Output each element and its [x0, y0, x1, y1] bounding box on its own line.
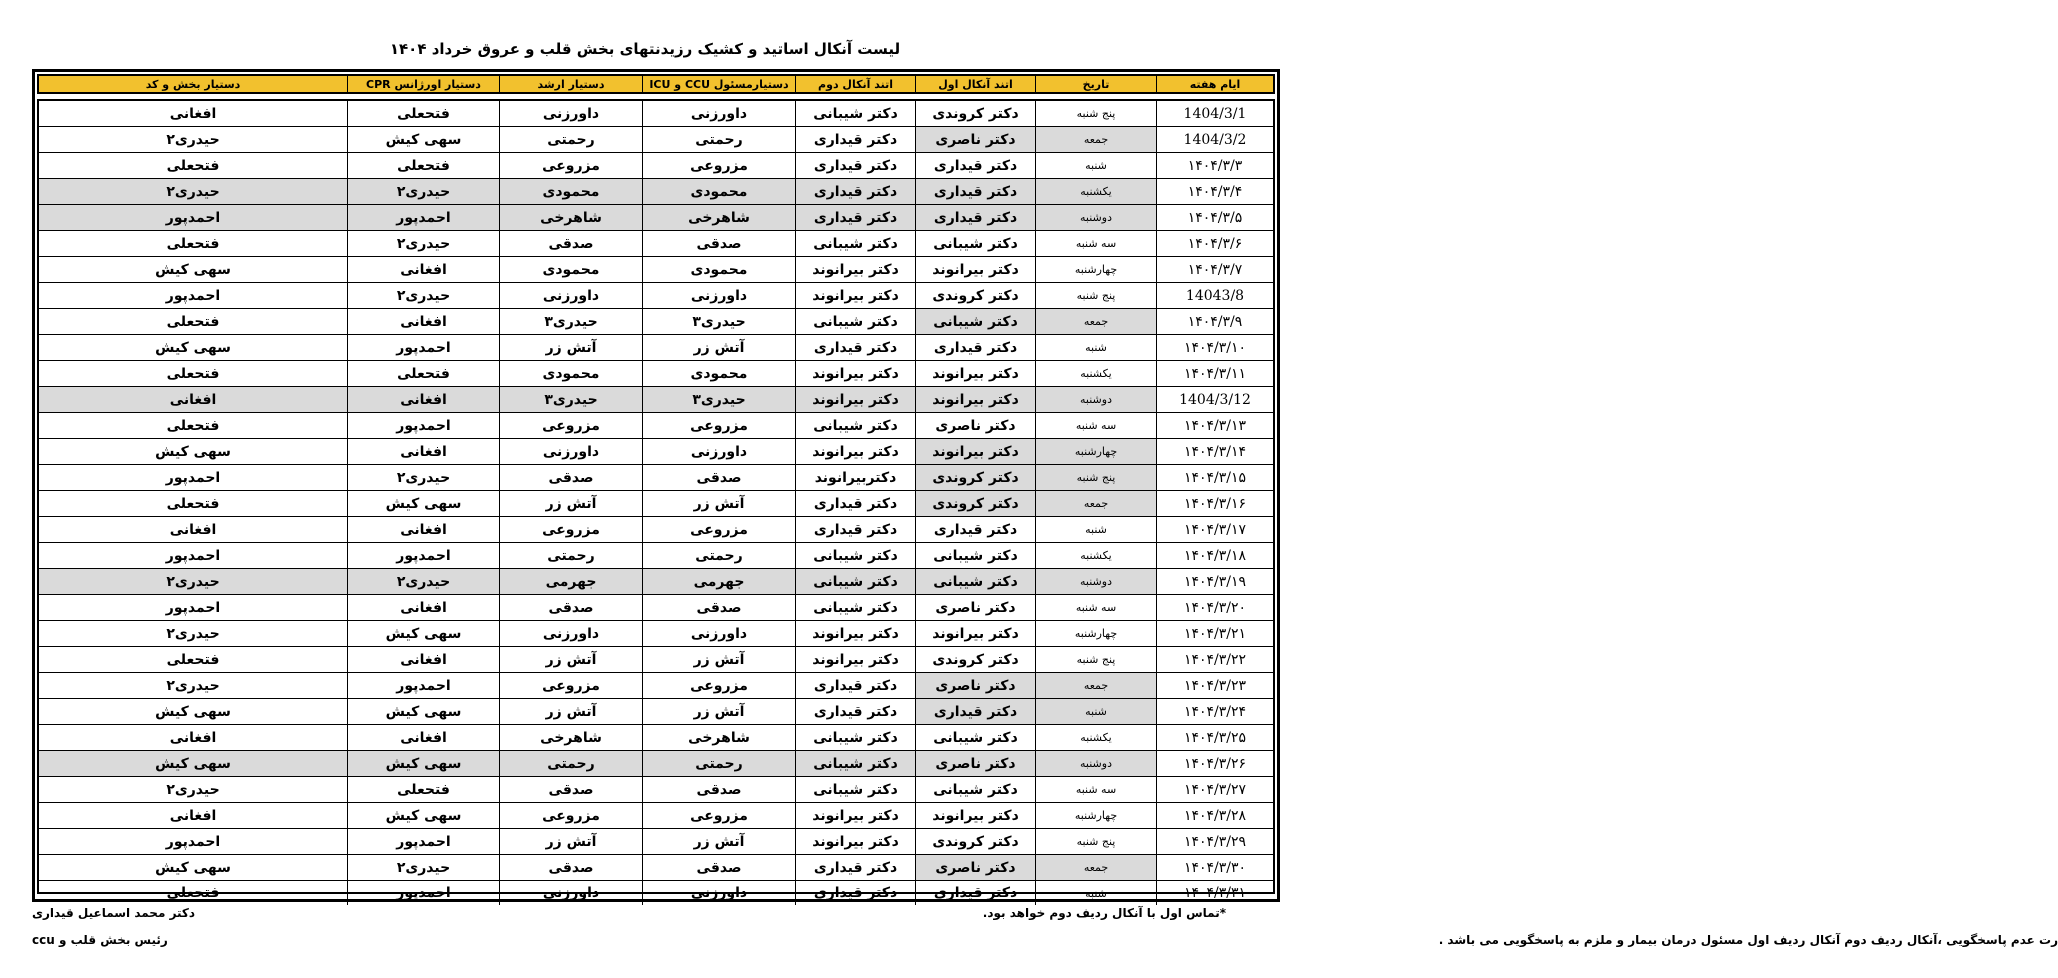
cell-cpr: افغانی	[347, 595, 499, 620]
cell-ward: احمدپور	[165, 547, 221, 564]
table-row	[39, 803, 1273, 829]
table-row	[39, 439, 1273, 465]
cell-ward: افغانی	[39, 387, 347, 412]
cell-ccu: داورزنی	[642, 439, 795, 464]
cell-day: چهارشنبه	[1035, 439, 1156, 464]
table-row	[39, 231, 1273, 257]
cell-ccu: مزروعی	[642, 413, 795, 438]
cell-ccu: صدقی	[642, 595, 795, 620]
header-oncall1: اتند آنکال اول	[915, 76, 1035, 92]
cell-oncall2: دکتر قیداری	[795, 335, 915, 360]
cell-oncall1: دکتر ناصری	[915, 673, 1035, 698]
cell-senior: داورزنی	[499, 101, 642, 126]
cell-ward: حیدری۲	[166, 781, 220, 798]
cell-senior: آتش زر	[499, 699, 642, 724]
cell-cpr: افغانی	[347, 309, 499, 334]
cell-ccu: داورزنی	[642, 101, 795, 126]
cell-date: ۱۴۰۴/۳/۱۷	[1156, 517, 1273, 542]
cell-senior: جهرمی	[499, 569, 642, 594]
cell-date: ۱۴۰۴/۳/۲۵	[1156, 725, 1273, 750]
cell-oncall2: دکتر بیرانوند	[795, 621, 915, 646]
cell-date: ۱۴۰۴/۳/۹	[1156, 309, 1273, 334]
cell-day: یکشنبه	[1035, 179, 1156, 204]
cell-cpr: افغانی	[347, 725, 499, 750]
cell-oncall2: دکتر بیرانوند	[795, 439, 915, 464]
cell-ccu: محمودی	[642, 361, 795, 386]
cell-senior: مزروعی	[499, 517, 642, 542]
cell-ccu: محمودی	[642, 257, 795, 282]
cell-cpr: افغانی	[347, 439, 499, 464]
cell-oncall2: دکتر شیبانی	[795, 569, 915, 594]
cell-cpr: سهی کیش	[347, 621, 499, 646]
cell-senior: صدقی	[499, 231, 642, 256]
cell-ward: فتحعلی	[166, 885, 220, 901]
cell-day: جمعه	[1035, 309, 1156, 334]
cell-ward: حیدری۲	[39, 569, 347, 594]
cell-oncall1: دکتر کروندی	[915, 283, 1035, 308]
table-row	[39, 127, 1273, 153]
cell-ccu: رحمتی	[642, 751, 795, 776]
cell-day: پنج شنبه	[1035, 829, 1156, 854]
table-row	[39, 855, 1273, 881]
table-row	[39, 621, 1273, 647]
cell-oncall2: دکتر شیبانی	[795, 543, 915, 568]
cell-oncall2: دکتر بیرانوند	[795, 829, 915, 854]
cell-day: چهارشنبه	[1035, 621, 1156, 646]
cell-oncall2: دکتر بیرانوند	[795, 257, 915, 282]
cell-ward: افغانی	[169, 729, 217, 746]
cell-senior: مزروعی	[499, 413, 642, 438]
cell-cpr: احمدپور	[347, 673, 499, 698]
cell-senior: رحمتی	[499, 543, 642, 568]
table-row	[39, 465, 1273, 491]
signer-name: دکتر محمد اسماعیل قیداری	[32, 906, 196, 920]
table-row	[39, 517, 1273, 543]
table-row	[39, 361, 1273, 387]
cell-senior: محمودی	[499, 257, 642, 282]
table-row	[39, 543, 1273, 569]
cell-date: 1404/3/12	[1156, 387, 1273, 412]
cell-cpr: احمدپور	[347, 413, 499, 438]
table-body	[37, 99, 1275, 901]
cell-oncall1: دکتر قیداری	[915, 517, 1035, 542]
cell-senior: داورزنی	[499, 881, 642, 905]
cell-oncall1: دکتر قیداری	[915, 179, 1035, 204]
cell-ward: افغانی	[169, 807, 217, 824]
cell-senior: حیدری۳	[499, 309, 642, 334]
table-row	[39, 673, 1273, 699]
cell-oncall2: دکتر قیداری	[795, 881, 915, 905]
cell-ccu: آتش زر	[642, 491, 795, 516]
cell-ccu: آتش زر	[642, 647, 795, 672]
cell-oncall1: دکتر قیداری	[915, 335, 1035, 360]
cell-day: شنبه	[1035, 153, 1156, 178]
table-row	[39, 491, 1273, 517]
cell-oncall2: دکتر شیبانی	[795, 101, 915, 126]
cell-oncall2: دکتر بیرانوند	[795, 803, 915, 828]
cell-cpr: فتحعلی	[347, 361, 499, 386]
cell-oncall1: دکتر بیرانوند	[915, 387, 1035, 412]
cell-ccu: شاهرخی	[642, 725, 795, 750]
cell-day: پنج شنبه	[1035, 283, 1156, 308]
cell-ward: احمدپور	[39, 205, 347, 230]
cell-ward: احمدپور	[165, 287, 221, 304]
cell-oncall2: دکتر شیبانی	[795, 751, 915, 776]
cell-senior: آتش زر	[499, 829, 642, 854]
cell-ccu: شاهرخی	[642, 205, 795, 230]
cell-senior: آتش زر	[499, 647, 642, 672]
cell-day: جمعه	[1035, 855, 1156, 880]
cell-ccu: داورزنی	[642, 621, 795, 646]
cell-senior: محمودی	[499, 361, 642, 386]
cell-date: 1404/3/2	[1156, 127, 1273, 152]
cell-senior: رحمتی	[499, 751, 642, 776]
cell-date: ۱۴۰۴/۳/۴	[1156, 179, 1273, 204]
cell-day: پنج شنبه	[1035, 101, 1156, 126]
header-day: تاریخ	[1035, 76, 1156, 92]
cell-day: شنبه	[1035, 335, 1156, 360]
cell-senior: آتش زر	[499, 491, 642, 516]
cell-senior: داورزنی	[499, 439, 642, 464]
cell-ward: احمدپور	[165, 469, 221, 486]
oncall-table	[32, 69, 1280, 902]
cell-oncall2: دکتر بیرانوند	[795, 647, 915, 672]
cell-ward: سهی کیش	[155, 261, 231, 278]
cell-oncall1: دکتر شیبانی	[915, 569, 1035, 594]
cell-cpr: فتحعلی	[347, 101, 499, 126]
cell-day: جمعه	[1035, 491, 1156, 516]
cell-oncall1: دکتر بیرانوند	[915, 621, 1035, 646]
cell-ward: فتحعلی	[166, 235, 220, 252]
table-row	[39, 725, 1273, 751]
cell-cpr: سهی کیش	[347, 127, 499, 152]
header-senior: دستیار ارشد	[499, 76, 642, 92]
cell-day: دوشنبه	[1035, 751, 1156, 776]
cell-ccu: صدقی	[642, 231, 795, 256]
cell-cpr: فتحعلی	[347, 777, 499, 802]
cell-senior: صدقی	[499, 465, 642, 490]
cell-date: ۱۴۰۴/۳/۳۱	[1156, 881, 1273, 905]
cell-cpr: حیدری۲	[347, 231, 499, 256]
table-row	[39, 569, 1273, 595]
cell-senior: صدقی	[499, 855, 642, 880]
cell-oncall2: دکتر بیرانوند	[795, 387, 915, 412]
cell-senior: صدقی	[499, 595, 642, 620]
cell-senior: شاهرخی	[499, 205, 642, 230]
cell-oncall2: دکتربیرانوند	[795, 465, 915, 490]
cell-cpr: احمدپور	[347, 335, 499, 360]
cell-senior: داورزنی	[499, 621, 642, 646]
table-row	[39, 283, 1273, 309]
cell-senior: حیدری۳	[499, 387, 642, 412]
cell-oncall1: دکتر ناصری	[915, 595, 1035, 620]
cell-senior: صدقی	[499, 777, 642, 802]
cell-oncall1: دکتر قیداری	[915, 205, 1035, 230]
cell-oncall2: دکتر شیبانی	[795, 777, 915, 802]
cell-ccu: حیدری۳	[642, 387, 795, 412]
cell-oncall2: دکتر قیداری	[795, 127, 915, 152]
footer-note-2-text: رت عدم پاسخگویی ،آنکال ردیف دوم آنکال ردیف اول مسئول درمان بیمار و ملزم به پاسخگویی می باشد .	[1438, 933, 2058, 947]
table-row	[39, 179, 1273, 205]
cell-ward: فتحعلی	[166, 495, 220, 512]
cell-day: شنبه	[1035, 517, 1156, 542]
table-row	[39, 153, 1273, 179]
cell-ccu: آتش زر	[642, 699, 795, 724]
cell-day: چهارشنبه	[1035, 257, 1156, 282]
cell-ward: احمدپور	[165, 599, 221, 616]
cell-oncall1: دکتر بیرانوند	[915, 439, 1035, 464]
header-ccu: دستیارمسئول CCU و ICU	[642, 76, 795, 92]
cell-ward: سهی کیش	[155, 443, 231, 460]
cell-ward: سهی کیش	[155, 339, 231, 356]
cell-date: ۱۴۰۴/۳/۱۱	[1156, 361, 1273, 386]
cell-ccu: صدقی	[642, 777, 795, 802]
cell-senior: محمودی	[499, 179, 642, 204]
cell-ward: فتحعلی	[166, 313, 220, 330]
cell-date: ۱۴۰۴/۳/۶	[1156, 231, 1273, 256]
cell-ward: افغانی	[169, 105, 217, 122]
cell-oncall1: دکتر شیبانی	[915, 231, 1035, 256]
cell-oncall2: دکتر شیبانی	[795, 309, 915, 334]
cell-oncall1: دکتر بیرانوند	[915, 257, 1035, 282]
cell-day: جمعه	[1035, 127, 1156, 152]
header-date: ایام هفته	[1156, 76, 1273, 92]
cell-oncall2: دکتر بیرانوند	[795, 361, 915, 386]
cell-ccu: رحمتی	[642, 127, 795, 152]
cell-cpr: سهی کیش	[347, 491, 499, 516]
cell-oncall1: دکتر ناصری	[915, 127, 1035, 152]
cell-cpr: حیدری۲	[347, 569, 499, 594]
cell-day: سه شنبه	[1035, 413, 1156, 438]
cell-oncall2: دکتر قیداری	[795, 179, 915, 204]
cell-date: 14043/8	[1156, 283, 1273, 308]
cell-ward: احمدپور	[165, 833, 221, 850]
cell-oncall1: دکتر کروندی	[915, 465, 1035, 490]
cell-senior: مزروعی	[499, 803, 642, 828]
cell-senior: آتش زر	[499, 335, 642, 360]
cell-date: ۱۴۰۴/۳/۱۹	[1156, 569, 1273, 594]
cell-cpr: حیدری۲	[347, 855, 499, 880]
cell-date: ۱۴۰۴/۳/۵	[1156, 205, 1273, 230]
cell-ccu: داورزنی	[642, 283, 795, 308]
cell-cpr: احمدپور	[347, 829, 499, 854]
cell-date: 1404/3/1	[1156, 101, 1273, 126]
cell-oncall1: دکتر کروندی	[915, 491, 1035, 516]
cell-ward: فتحعلی	[166, 417, 220, 434]
cell-oncall1: دکتر بیرانوند	[915, 361, 1035, 386]
cell-day: دوشنبه	[1035, 387, 1156, 412]
cell-ccu: صدقی	[642, 465, 795, 490]
cell-ward: افغانی	[169, 521, 217, 538]
cell-oncall1: دکتر شیبانی	[915, 725, 1035, 750]
table-row	[39, 335, 1273, 361]
cell-day: یکشنبه	[1035, 725, 1156, 750]
footer-note-1: *تماس اول با آنکال ردیف دوم خواهد بود.	[982, 906, 1226, 920]
table-row	[39, 777, 1273, 803]
cell-ccu: مزروعی	[642, 803, 795, 828]
cell-oncall2: دکتر شیبانی	[795, 725, 915, 750]
signer-title: رئیس بخش قلب و ccu	[32, 933, 168, 947]
cell-ccu: مزروعی	[642, 673, 795, 698]
cell-oncall2: دکتر شیبانی	[795, 413, 915, 438]
cell-ward: فتحعلی	[166, 651, 220, 668]
cell-date: ۱۴۰۴/۳/۳	[1156, 153, 1273, 178]
cell-oncall1: دکتر شیبانی	[915, 543, 1035, 568]
table-row	[39, 205, 1273, 231]
cell-date: ۱۴۰۴/۳/۷	[1156, 257, 1273, 282]
cell-date: ۱۴۰۴/۳/۱۳	[1156, 413, 1273, 438]
cell-date: ۱۴۰۴/۳/۳۰	[1156, 855, 1273, 880]
cell-date: ۱۴۰۴/۳/۲۰	[1156, 595, 1273, 620]
cell-oncall2: دکتر قیداری	[795, 855, 915, 880]
header-cpr: دستیار اورژانس CPR	[347, 76, 499, 92]
cell-date: ۱۴۰۴/۳/۲۱	[1156, 621, 1273, 646]
cell-day: پنج شنبه	[1035, 647, 1156, 672]
cell-date: ۱۴۰۴/۳/۱۰	[1156, 335, 1273, 360]
cell-oncall1: دکتر کروندی	[915, 101, 1035, 126]
cell-day: یکشنبه	[1035, 543, 1156, 568]
cell-cpr: فتحعلی	[347, 153, 499, 178]
cell-day: دوشنبه	[1035, 569, 1156, 594]
cell-senior: داورزنی	[499, 283, 642, 308]
cell-day: شنبه	[1035, 699, 1156, 724]
cell-oncall2: دکتر قیداری	[795, 699, 915, 724]
cell-date: ۱۴۰۴/۳/۱۴	[1156, 439, 1273, 464]
cell-ward: سهی کیش	[155, 703, 231, 720]
cell-oncall1: دکتر شیبانی	[915, 309, 1035, 334]
cell-oncall1: دکتر شیبانی	[915, 777, 1035, 802]
header-ward: دستیار بخش و کد	[145, 77, 241, 91]
cell-ward: حیدری۲	[166, 131, 220, 148]
cell-senior: مزروعی	[499, 153, 642, 178]
cell-ccu: آتش زر	[642, 335, 795, 360]
cell-senior: رحمتی	[499, 127, 642, 152]
cell-ward: حیدری۲	[166, 625, 220, 642]
cell-date: ۱۴۰۴/۳/۲۶	[1156, 751, 1273, 776]
cell-cpr: احمدپور	[347, 205, 499, 230]
cell-cpr: حیدری۲	[347, 465, 499, 490]
cell-ccu: محمودی	[642, 179, 795, 204]
cell-oncall2: دکتر شیبانی	[795, 231, 915, 256]
table-row	[39, 751, 1273, 777]
cell-date: ۱۴۰۴/۳/۲۸	[1156, 803, 1273, 828]
cell-date: ۱۴۰۴/۳/۱۸	[1156, 543, 1273, 568]
cell-day: سه شنبه	[1035, 595, 1156, 620]
header-oncall2: اتند آنکال دوم	[795, 76, 915, 92]
cell-cpr: افغانی	[347, 517, 499, 542]
cell-cpr: سهی کیش	[347, 803, 499, 828]
cell-cpr: احمدپور	[347, 543, 499, 568]
cell-oncall1: دکتر بیرانوند	[915, 803, 1035, 828]
table-row	[39, 829, 1273, 855]
cell-senior: مزروعی	[499, 673, 642, 698]
cell-oncall1: دکتر کروندی	[915, 647, 1035, 672]
cell-oncall1: دکتر قیداری	[915, 153, 1035, 178]
cell-date: ۱۴۰۴/۳/۱۶	[1156, 491, 1273, 516]
cell-oncall2: دکتر قیداری	[795, 491, 915, 516]
cell-ccu: مزروعی	[642, 153, 795, 178]
cell-day: دوشنبه	[1035, 205, 1156, 230]
cell-ward: سهی کیش	[155, 859, 231, 876]
cell-day: سه شنبه	[1035, 231, 1156, 256]
table-row	[39, 413, 1273, 439]
cell-ccu: داورزنی	[642, 881, 795, 905]
cell-ward: فتحعلی	[166, 365, 220, 382]
cell-ccu: مزروعی	[642, 517, 795, 542]
cell-day: شنبه	[1035, 881, 1156, 905]
cell-date: ۱۴۰۴/۳/۲۹	[1156, 829, 1273, 854]
cell-date: ۱۴۰۴/۳/۱۵	[1156, 465, 1273, 490]
cell-oncall1: دکتر ناصری	[915, 413, 1035, 438]
cell-oncall2: دکتر قیداری	[795, 153, 915, 178]
cell-day: پنج شنبه	[1035, 465, 1156, 490]
table-row	[39, 595, 1273, 621]
cell-ward: حیدری۲	[166, 677, 220, 694]
cell-oncall1: دکتر ناصری	[915, 855, 1035, 880]
cell-senior: شاهرخی	[499, 725, 642, 750]
cell-ccu: حیدری۳	[642, 309, 795, 334]
cell-ward: سهی کیش	[39, 751, 347, 776]
cell-cpr: افغانی	[347, 387, 499, 412]
cell-cpr: سهی کیش	[347, 699, 499, 724]
table-header	[37, 74, 1275, 94]
cell-oncall2: دکتر بیرانوند	[795, 283, 915, 308]
cell-ward: حیدری۲	[39, 179, 347, 204]
cell-ccu: جهرمی	[642, 569, 795, 594]
cell-cpr: افغانی	[347, 257, 499, 282]
table-row	[39, 881, 1273, 905]
cell-day: جمعه	[1035, 673, 1156, 698]
cell-date: ۱۴۰۴/۳/۲۴	[1156, 699, 1273, 724]
cell-oncall1: دکتر قیداری	[915, 881, 1035, 905]
table-row	[39, 309, 1273, 335]
table-row	[39, 257, 1273, 283]
table-row	[39, 387, 1273, 413]
table-row	[39, 699, 1273, 725]
cell-day: یکشنبه	[1035, 361, 1156, 386]
cell-cpr: حیدری۲	[347, 283, 499, 308]
cell-ccu: صدقی	[642, 855, 795, 880]
cell-oncall1: دکتر ناصری	[915, 751, 1035, 776]
table-row	[39, 101, 1273, 127]
cell-date: ۱۴۰۴/۳/۲۲	[1156, 647, 1273, 672]
cell-cpr: افغانی	[347, 647, 499, 672]
cell-ward: فتحعلی	[166, 157, 220, 174]
cell-cpr: سهی کیش	[347, 751, 499, 776]
cell-oncall1: دکتر قیداری	[915, 699, 1035, 724]
cell-cpr: احمدپور	[347, 881, 499, 905]
cell-day: چهارشنبه	[1035, 803, 1156, 828]
cell-oncall2: دکتر شیبانی	[795, 595, 915, 620]
cell-date: ۱۴۰۴/۳/۲۷	[1156, 777, 1273, 802]
cell-ccu: آتش زر	[642, 829, 795, 854]
page-title: لیست آنکال اساتید و کشیک رزیدنتهای بخش قلب و عروق خرداد ۱۴۰۴	[389, 40, 901, 58]
cell-date: ۱۴۰۴/۳/۲۳	[1156, 673, 1273, 698]
cell-oncall1: دکتر کروندی	[915, 829, 1035, 854]
cell-day: سه شنبه	[1035, 777, 1156, 802]
cell-cpr: حیدری۲	[347, 179, 499, 204]
cell-oncall2: دکتر قیداری	[795, 205, 915, 230]
cell-ccu: رحمتی	[642, 543, 795, 568]
cell-oncall2: دکتر قیداری	[795, 673, 915, 698]
cell-oncall2: دکتر قیداری	[795, 517, 915, 542]
table-row	[39, 647, 1273, 673]
